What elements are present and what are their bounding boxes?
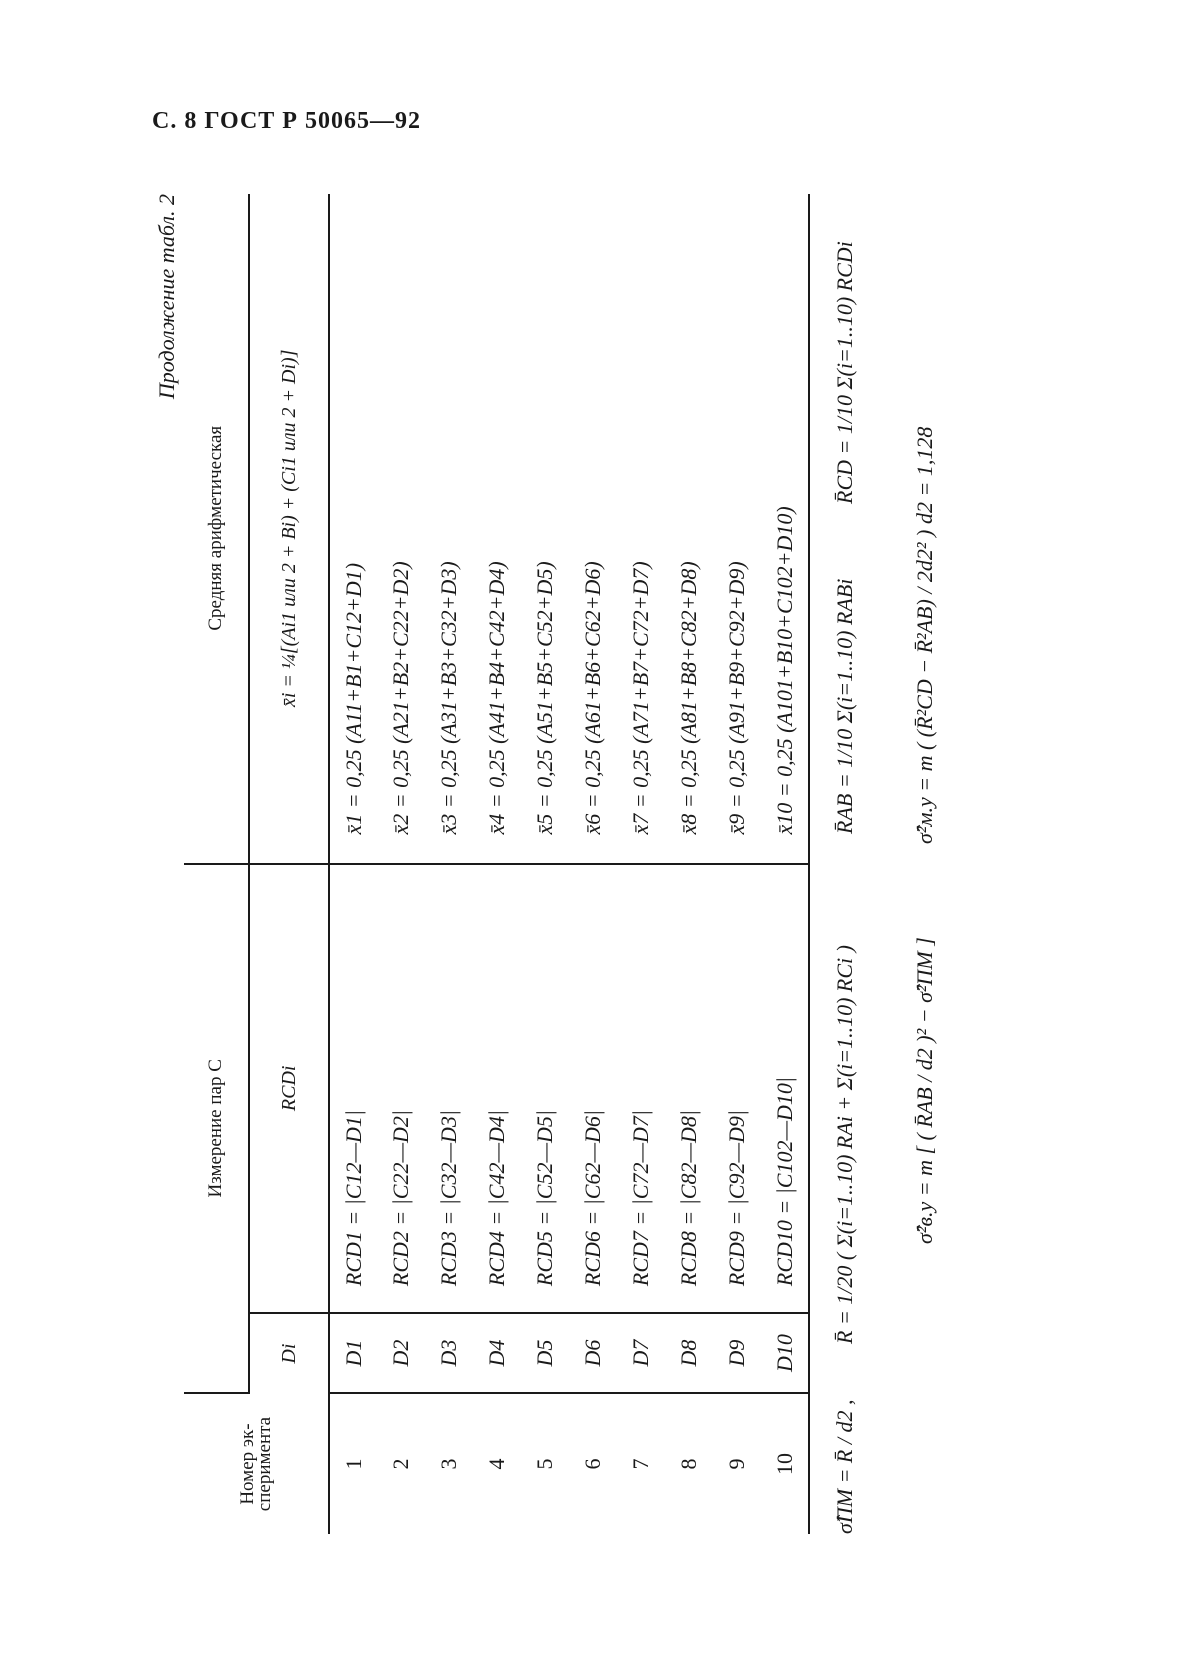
- formulas-block: [820, 194, 1040, 1534]
- table-row: [329, 194, 377, 1534]
- cell-number: 7: [628, 1458, 653, 1470]
- cell-d: D1: [329, 1313, 377, 1393]
- cell-rcd: RCD9 = |C92—D9|: [713, 864, 761, 1314]
- cell-mean: x̄2 = 0,25 (A21+B2+C22+D2): [377, 194, 425, 864]
- cell-rcd: RCD4 = |C42—D4|: [473, 864, 521, 1314]
- cell-mean: x̄6 = 0,25 (A61+B6+C62+D6): [569, 194, 617, 864]
- cell-number: 5: [532, 1458, 557, 1470]
- table-row: [425, 194, 473, 1534]
- formula-r-bar: R̄ = 1/20 ( Σ(i=1..10) RAi + Σ(i=1..10) RCi ): [832, 945, 857, 1344]
- cell-d: D2: [377, 1313, 425, 1393]
- header-experiment-number: Номер эк- сперимента: [184, 1393, 329, 1534]
- page-header: С. 8 ГОСТ Р 50065—92: [152, 108, 421, 134]
- cell-d: D9: [713, 1313, 761, 1393]
- formula-sigma-vu: σ̂²в.у = m [ ( R̄AB / d2 )² − σ̂²ПМ ]: [912, 937, 937, 1244]
- cell-d: D6: [569, 1313, 617, 1393]
- table-bottom-rule: [808, 194, 810, 1534]
- cell-number: 9: [724, 1458, 749, 1470]
- cell-rcd: RCD8 = |C82—D8|: [665, 864, 713, 1314]
- cell-rcd: RCD1 = |C12—D1|: [329, 864, 377, 1314]
- table-row: [473, 194, 521, 1534]
- header-mean-formula: x̄i = ¼[(Ai1 или 2 + Bi) + (Ci1 или 2 + Di)]: [249, 194, 329, 864]
- cell-mean: x̄7 = 0,25 (A71+B7+C72+D7): [617, 194, 665, 864]
- cell-rcd: RCD3 = |C32—D3|: [425, 864, 473, 1314]
- header-group-c: Измерение пар C: [184, 864, 249, 1394]
- formula-sigma-pm: σ̂ПМ = R̄ / d2 ,: [832, 1399, 857, 1534]
- table-caption: Продолжение табл. 2: [154, 194, 179, 400]
- cell-number: 8: [676, 1458, 701, 1470]
- cell-mean: x̄10 = 0,25 (A101+B10+C102+D10): [761, 194, 809, 864]
- cell-number: 2: [388, 1458, 413, 1470]
- table-row: [569, 194, 617, 1534]
- table-row: [665, 194, 713, 1534]
- header-mean: Средняя арифметическая: [184, 194, 249, 864]
- cell-rcd: RCD2 = |C22—D2|: [377, 864, 425, 1314]
- formula-d2: d2 = 1,128: [912, 426, 937, 524]
- cell-rcd: RCD6 = |C62—D6|: [569, 864, 617, 1314]
- cell-d: D3: [425, 1313, 473, 1393]
- cell-d: D4: [473, 1313, 521, 1393]
- table-row: [617, 194, 665, 1534]
- header-di: Di: [249, 1313, 329, 1393]
- cell-d: D5: [521, 1313, 569, 1393]
- cell-number: 10: [772, 1453, 797, 1476]
- cell-number: 3: [436, 1458, 461, 1470]
- cell-mean: x̄9 = 0,25 (A91+B9+C92+D9): [713, 194, 761, 864]
- rotated-table-area: [154, 194, 1040, 1534]
- cell-number: 6: [580, 1458, 605, 1470]
- data-table: [184, 194, 809, 1534]
- formula-r-ab: R̄AB = 1/10 Σ(i=1..10) RABi: [832, 578, 857, 834]
- header-rcdi: RCDi: [249, 864, 329, 1314]
- table-row: [713, 194, 761, 1534]
- cell-rcd: RCD7 = |C72—D7|: [617, 864, 665, 1314]
- cell-number: 1: [340, 1458, 366, 1470]
- cell-rcd: RCD10 = |C102—D10|: [761, 864, 809, 1314]
- formula-sigma-mu: σ̂²м.у = m ( (R̄²CD − R̄²AB) / 2d2² ): [912, 529, 937, 844]
- cell-mean: x̄3 = 0,25 (A31+B3+C32+D3): [425, 194, 473, 864]
- table-row: [377, 194, 425, 1534]
- table-row: [521, 194, 569, 1534]
- cell-mean: x̄1 = 0,25 (A11+B1+C12+D1): [329, 194, 377, 864]
- cell-number: 4: [484, 1458, 509, 1470]
- cell-d: D10: [761, 1313, 809, 1393]
- cell-mean: x̄4 = 0,25 (A41+B4+C42+D4): [473, 194, 521, 864]
- table-row: [761, 194, 809, 1534]
- cell-mean: x̄8 = 0,25 (A81+B8+C82+D8): [665, 194, 713, 864]
- cell-d: D8: [665, 1313, 713, 1393]
- cell-mean: x̄5 = 0,25 (A51+B5+C52+D5): [521, 194, 569, 864]
- formula-r-cd: R̄CD = 1/10 Σ(i=1..10) RCDi: [832, 241, 857, 504]
- cell-rcd: RCD5 = |C52—D5|: [521, 864, 569, 1314]
- cell-d: D7: [617, 1313, 665, 1393]
